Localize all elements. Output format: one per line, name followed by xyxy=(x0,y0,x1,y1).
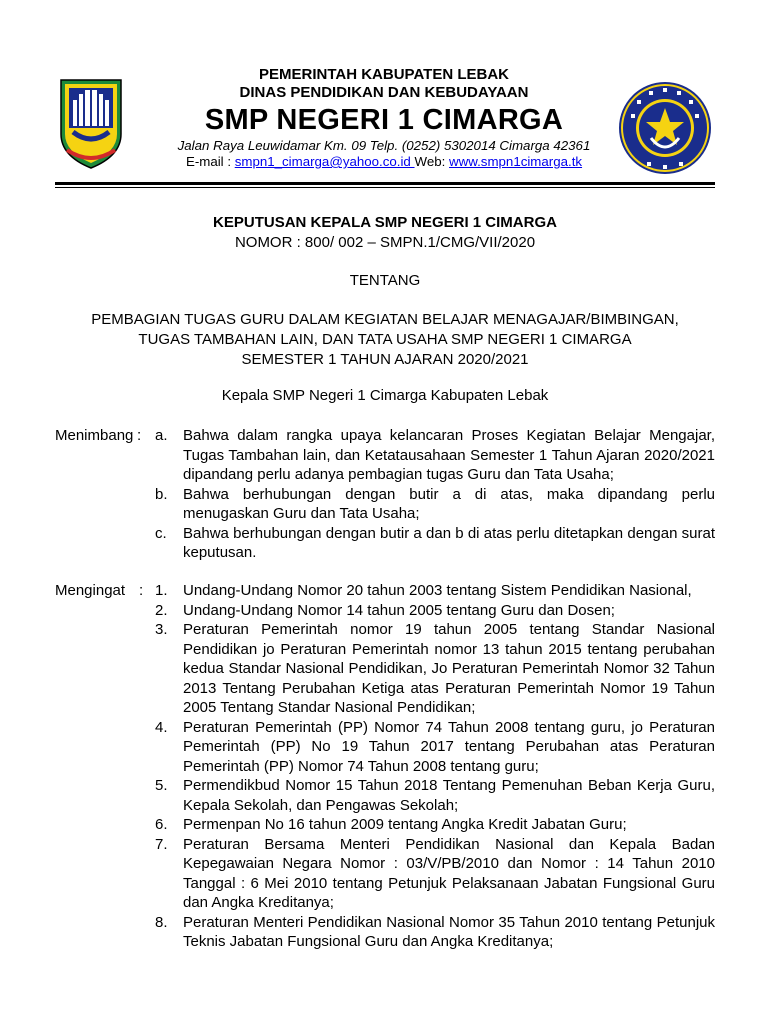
mengingat-colon: : xyxy=(139,582,144,599)
item-text: Peraturan Pemerintah nomor 19 tahun 2005 tentang Standar Nasional Pendidikan jo Peraturan Pemerintah nomor 13 tahun 2015 tentang perubahan kedua Standar Nasional Pendidikan, Jo Peraturan Pemerintah Nomor 32 Tahun 2013 Tentang Perubahan Ketiga atas Peraturan Pemerintah Nomor 19 Tahun 2005 Tentang Standar Nasional Pendidikan; xyxy=(183,621,715,716)
list-item xyxy=(155,718,715,777)
item-text: Bahwa dalam rangka upaya kelancaran Proses Kegiatan Belajar Mengajar, Tugas Tambahan lain, dan Ketatausahaan Semester 1 Tahun Ajaran 2020/2021 dipandang perlu adanya pembagian tugas Guru dan Tata Usaha; xyxy=(183,427,715,483)
web-link[interactable]: www.smpn1cimarga.tk xyxy=(449,154,583,169)
item-text: Bahwa berhubungan dengan butir a dan b di atas perlu ditetapkan dengan surat keputusan. xyxy=(183,524,715,561)
item-marker: 6. xyxy=(155,816,168,833)
item-marker: 2. xyxy=(155,601,168,619)
item-marker: 5. xyxy=(155,777,168,794)
item-marker: 7. xyxy=(155,835,168,853)
letterhead-divider-thick xyxy=(55,182,715,185)
menimbang-label: Menimbang xyxy=(55,427,134,444)
lebak-regency-crest-icon xyxy=(55,76,127,172)
mengingat-label: Mengingat xyxy=(55,582,126,599)
item-text: Undang-Undang Nomor 20 tahun 2003 tentang Sistem Pendidikan Nasional, xyxy=(183,582,692,599)
menimbang-colon: : xyxy=(137,427,142,444)
item-marker: 1. xyxy=(155,582,168,599)
decree-number: NOMOR : 800/ 002 – SMPN.1/CMG/VII/2020 xyxy=(234,234,536,251)
list-item xyxy=(155,485,715,524)
decree-title: KEPUTUSAN KEPALA SMP NEGERI 1 CIMARGA xyxy=(213,214,557,231)
subject-line: PEMBAGIAN TUGAS GURU DALAM KEGIATAN BELAJAR MENAGAJAR/BIMBINGAN, xyxy=(91,311,679,328)
smpn1-cimarga-school-seal-icon xyxy=(617,80,713,176)
list-item xyxy=(155,815,715,835)
email-label: E-mail : xyxy=(185,154,235,169)
decree-subject xyxy=(55,310,715,370)
item-text: Permendikbud Nomor 15 Tahun 2018 Tentang Pemenuhan Beban Kerja Guru, Kepala Sekolah, dan Pengawas Sekolah; xyxy=(183,777,715,814)
list-item xyxy=(155,524,715,563)
mengingat-list xyxy=(155,581,715,952)
mengingat-section xyxy=(55,581,715,952)
school-address: Jalan Raya Leuwidamar Km. 09 Telp. (0252) 5302014 Cimarga 42361 xyxy=(177,138,591,153)
tentang-heading: TENTANG xyxy=(349,272,421,289)
item-text: Bahwa berhubungan dengan butir a di atas, maka dipandang perlu menugaskan Guru dan Tata Usaha; xyxy=(183,485,715,522)
email-link[interactable]: smpn1_cimarga@yahoo.co.id xyxy=(234,154,415,169)
item-marker: 4. xyxy=(155,718,168,736)
issuer-line: Kepala SMP Negeri 1 Cimarga Kabupaten Lebak xyxy=(221,387,549,404)
list-item xyxy=(155,776,715,815)
item-marker: a. xyxy=(155,427,168,444)
list-item xyxy=(155,601,715,621)
letterhead xyxy=(140,66,628,170)
contact-line xyxy=(140,154,628,170)
item-text: Peraturan Pemerintah (PP) Nomor 74 Tahun 2008 tentang guru, jo Peraturan Pemerintah (PP) No 19 Tahun 2017 tentang Perubahan atas Peraturan Pemerintah (PP) Nomor 74 Tahun 2008 tentang guru; xyxy=(183,718,715,775)
school-name: SMP NEGERI 1 CIMARGA xyxy=(204,104,564,136)
item-marker: c. xyxy=(155,524,167,542)
subject-line: TUGAS TAMBAHAN LAIN, DAN TATA USAHA SMP NEGERI 1 CIMARGA xyxy=(138,331,632,348)
item-marker: 8. xyxy=(155,913,168,931)
item-marker: 3. xyxy=(155,621,168,638)
letterhead-divider-thin xyxy=(55,187,715,188)
item-text: Peraturan Bersama Menteri Pendidikan Nasional dan Kepala Badan Kepegawaian Negara Nomor : 03/V/PB/2010 dan Nomor : 14 Tahun 2010 Tanggal : 6 Mei 2010 tentang Petunjuk Pelaksanaan Jabatan Fungsional Guru dan Angka Kreditanya; xyxy=(183,835,715,911)
item-text: Undang-Undang Nomor 14 tahun 2005 tentang Guru dan Dosen; xyxy=(183,601,615,619)
list-item xyxy=(155,426,715,485)
subject-line: SEMESTER 1 TAHUN AJARAN 2020/2021 xyxy=(241,351,529,368)
list-item xyxy=(155,913,715,952)
menimbang-list xyxy=(155,426,715,563)
item-marker: b. xyxy=(155,485,168,503)
list-item xyxy=(155,835,715,913)
menimbang-section xyxy=(55,426,715,563)
list-item xyxy=(155,581,715,601)
web-label: Web: xyxy=(414,154,450,169)
list-item xyxy=(155,620,715,718)
item-text: Permenpan No 16 tahun 2009 tentang Angka Kredit Jabatan Guru; xyxy=(183,816,627,833)
government-name: PEMERINTAH KABUPATEN LEBAK xyxy=(259,66,509,83)
item-text: Peraturan Menteri Pendidikan Nasional Nomor 35 Tahun 2010 tentang Petunjuk Teknis Jabatan Fungsional Guru dan Angka Kreditanya; xyxy=(183,913,715,950)
department-name: DINAS PENDIDIKAN DAN KEBUDAYAAN xyxy=(239,84,529,101)
